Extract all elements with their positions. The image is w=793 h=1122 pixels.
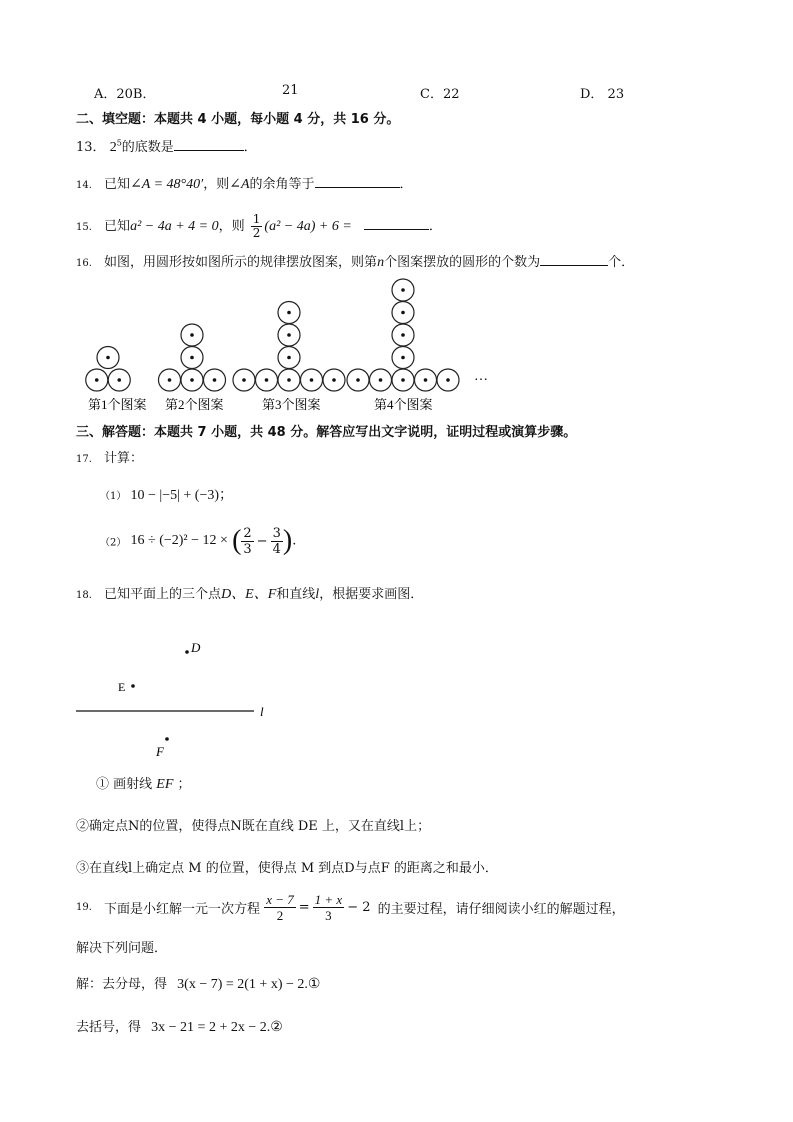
pattern-circle-dot [106, 356, 110, 360]
pattern-circle-dot [310, 378, 314, 382]
points-line-figure [70, 632, 290, 762]
option-d: D． 23 [580, 87, 625, 102]
ray-label: EF [156, 777, 174, 792]
pattern-label-3: 第3个图案 [262, 397, 321, 412]
question-number: 15. [76, 222, 92, 233]
question-number: 17. [76, 454, 92, 465]
solution-step-1 [76, 973, 320, 993]
equation-fraction-left: $\frac{x - 7}{2}$ [266, 892, 294, 923]
label-E: E [118, 680, 126, 694]
question-number: 18. [76, 590, 92, 601]
expression: (a² − 4a) + 6 = [264, 219, 352, 234]
pattern-circle-dot [287, 378, 291, 382]
pattern-circle-dot [287, 356, 291, 360]
question-text-post: 的余角等于 [249, 177, 315, 192]
fraction-half: $\frac{1}{2}$ [252, 212, 261, 240]
question-text: 已知 [104, 177, 131, 192]
line-label: l [315, 587, 320, 602]
label-D: D [191, 640, 201, 655]
task-1 [96, 773, 191, 793]
question-19-line-2: 解决下列问题． [76, 941, 168, 956]
question-text: 已知平面上的三个点 [104, 587, 222, 602]
section2-heading: 二、填空题：本题共 4 小题，每小题 4 分，共 16 分。 [76, 112, 400, 127]
task-3: ③在直线l上确定点 M 的位置，使得点 M 到点D与点F 的距离之和最小． [76, 861, 498, 876]
pattern-circle-dot [117, 378, 121, 382]
question-18 [76, 583, 423, 603]
question-text-mid: ，则 [203, 177, 230, 192]
unit-text: 个． [608, 255, 635, 270]
question-number: 19. [76, 902, 92, 913]
step-equation: 3(x − 7) = 2(1 + x) − 2.① [177, 977, 321, 992]
question-text-mid: 和直线 [276, 587, 316, 602]
fraction-2-3: $\frac{2}{3}$ [243, 525, 252, 557]
point-E [131, 684, 135, 688]
question-number: 16. [76, 258, 92, 269]
expression: 16 ÷ (−2)² − 12 × [130, 533, 228, 548]
equation-fraction-right: $\frac{1 + x}{3}$ [314, 892, 343, 923]
task-text: ① 画射线 [96, 777, 153, 792]
label-l: l [260, 704, 264, 719]
power-base: 2 [109, 140, 117, 155]
section3-heading: 三、解答题：本题共 7 小题，共 48 分。解答应写出文字说明，证明过程或演算步骤。 [76, 425, 577, 440]
period: . [292, 533, 297, 549]
option-b-value: 21 [282, 83, 299, 98]
question-13 [76, 136, 257, 156]
circle-pattern-figure [76, 276, 576, 416]
step-equation: 3x − 21 = 2 + 2x − 2.② [151, 1020, 283, 1035]
part-label: （2） [100, 537, 127, 549]
pattern-circle-dot [401, 378, 405, 382]
question-text-2: 个图案摆放的圆形的个数为 [384, 255, 541, 270]
period: ． [399, 177, 413, 192]
pattern-circle-dot [265, 378, 269, 382]
question-text: 的底数是 [121, 140, 174, 155]
variable-n: n [377, 255, 385, 270]
answer-blank[interactable] [174, 138, 244, 151]
question-text: 下面是小红解一元一次方程 [104, 902, 261, 917]
points-label: D、E、F [221, 587, 277, 602]
period: ． [243, 140, 257, 155]
pattern-circle-dot [190, 333, 194, 337]
question-text-mid: ，则 [218, 219, 245, 234]
option-c: C．22 [420, 87, 460, 102]
angle-symbol: ∠A [229, 177, 250, 192]
pattern-circle-dot [401, 311, 405, 315]
angle-expression: ∠A = 48°40′ [130, 177, 204, 192]
pattern-circle-dot [168, 378, 172, 382]
question-text-post: ，根据要求画图． [319, 587, 424, 602]
pattern-circle-dot [213, 378, 217, 382]
pattern-label-4: 第4个图案 [374, 397, 433, 412]
point-D [185, 650, 189, 654]
question-19: 19. 下面是小红解一元一次方程 $\frac{x - 7}{2}$ = $\frac{1 + x}{3}$ − 2 的主要过程，请仔细阅读小红的解题过程， [76, 892, 625, 923]
ellipsis: … [474, 369, 488, 384]
question-16 [76, 251, 634, 271]
period: ． [428, 219, 442, 234]
question-14 [76, 173, 413, 193]
pattern-circle-dot [401, 356, 405, 360]
expression: 10 − |−5| + (−3)； [130, 488, 234, 503]
step-text: 去括号，得 [76, 1020, 142, 1035]
pattern-circle-dot [379, 378, 383, 382]
answer-blank[interactable] [315, 175, 400, 188]
part-label: （1） [100, 491, 127, 502]
solution-step-2 [76, 1016, 283, 1036]
task-end: ； [177, 777, 191, 792]
pattern-circle-dot [401, 288, 405, 292]
pattern-label-2: 第2个图案 [165, 397, 224, 412]
pattern-circle-dot [190, 378, 194, 382]
answer-blank[interactable] [364, 217, 429, 230]
question-text: 计算： [104, 451, 144, 466]
fraction-3-4: $\frac{3}{4}$ [272, 525, 281, 557]
pattern-circle-dot [190, 356, 194, 360]
pattern-circle-dot [242, 378, 246, 382]
pattern-circle-dot [287, 333, 291, 337]
point-F [165, 737, 169, 741]
question-text-post: 的主要过程，请仔细阅读小红的解题过程， [377, 902, 625, 917]
pattern-circle-dot [95, 378, 99, 382]
question-text: 如图，用圆形按如图所示的规律摆放图案，则第 [104, 255, 378, 270]
question-17 [76, 447, 143, 466]
pattern-circle-dot [446, 378, 450, 382]
step-text: 解：去分母，得 [76, 977, 168, 992]
question-17-part-2: （2） 16 ÷ (−2)² − 12 × ( $\frac{2}{3}$ − $\frac{3}{4}$ ). [100, 523, 296, 559]
paren-fraction-group: ( [232, 525, 242, 556]
question-number: 13． [76, 140, 106, 155]
pattern-circle-dot [401, 333, 405, 337]
pattern-circle-dot [424, 378, 428, 382]
pattern-circles [86, 279, 459, 391]
question-text: 已知 [104, 219, 131, 234]
label-F: F [156, 744, 164, 759]
question-15 [76, 213, 442, 240]
option-a-b: A．20B． [94, 87, 156, 102]
question-17-part-1 [100, 484, 233, 504]
task-2: ②确定点N的位置，使得点N既在直线 DE 上，又在直线l上； [76, 819, 431, 834]
pattern-circle-dot [356, 378, 360, 382]
pattern-label-1: 第1个图案 [88, 397, 147, 412]
equation: a² − 4a + 4 = 0 [130, 219, 219, 234]
pattern-circle-dot [332, 378, 336, 382]
pattern-circle-dot [287, 311, 291, 315]
question-number: 14. [76, 180, 92, 191]
answer-blank[interactable] [540, 253, 608, 266]
power-exponent: 5 [116, 138, 122, 148]
